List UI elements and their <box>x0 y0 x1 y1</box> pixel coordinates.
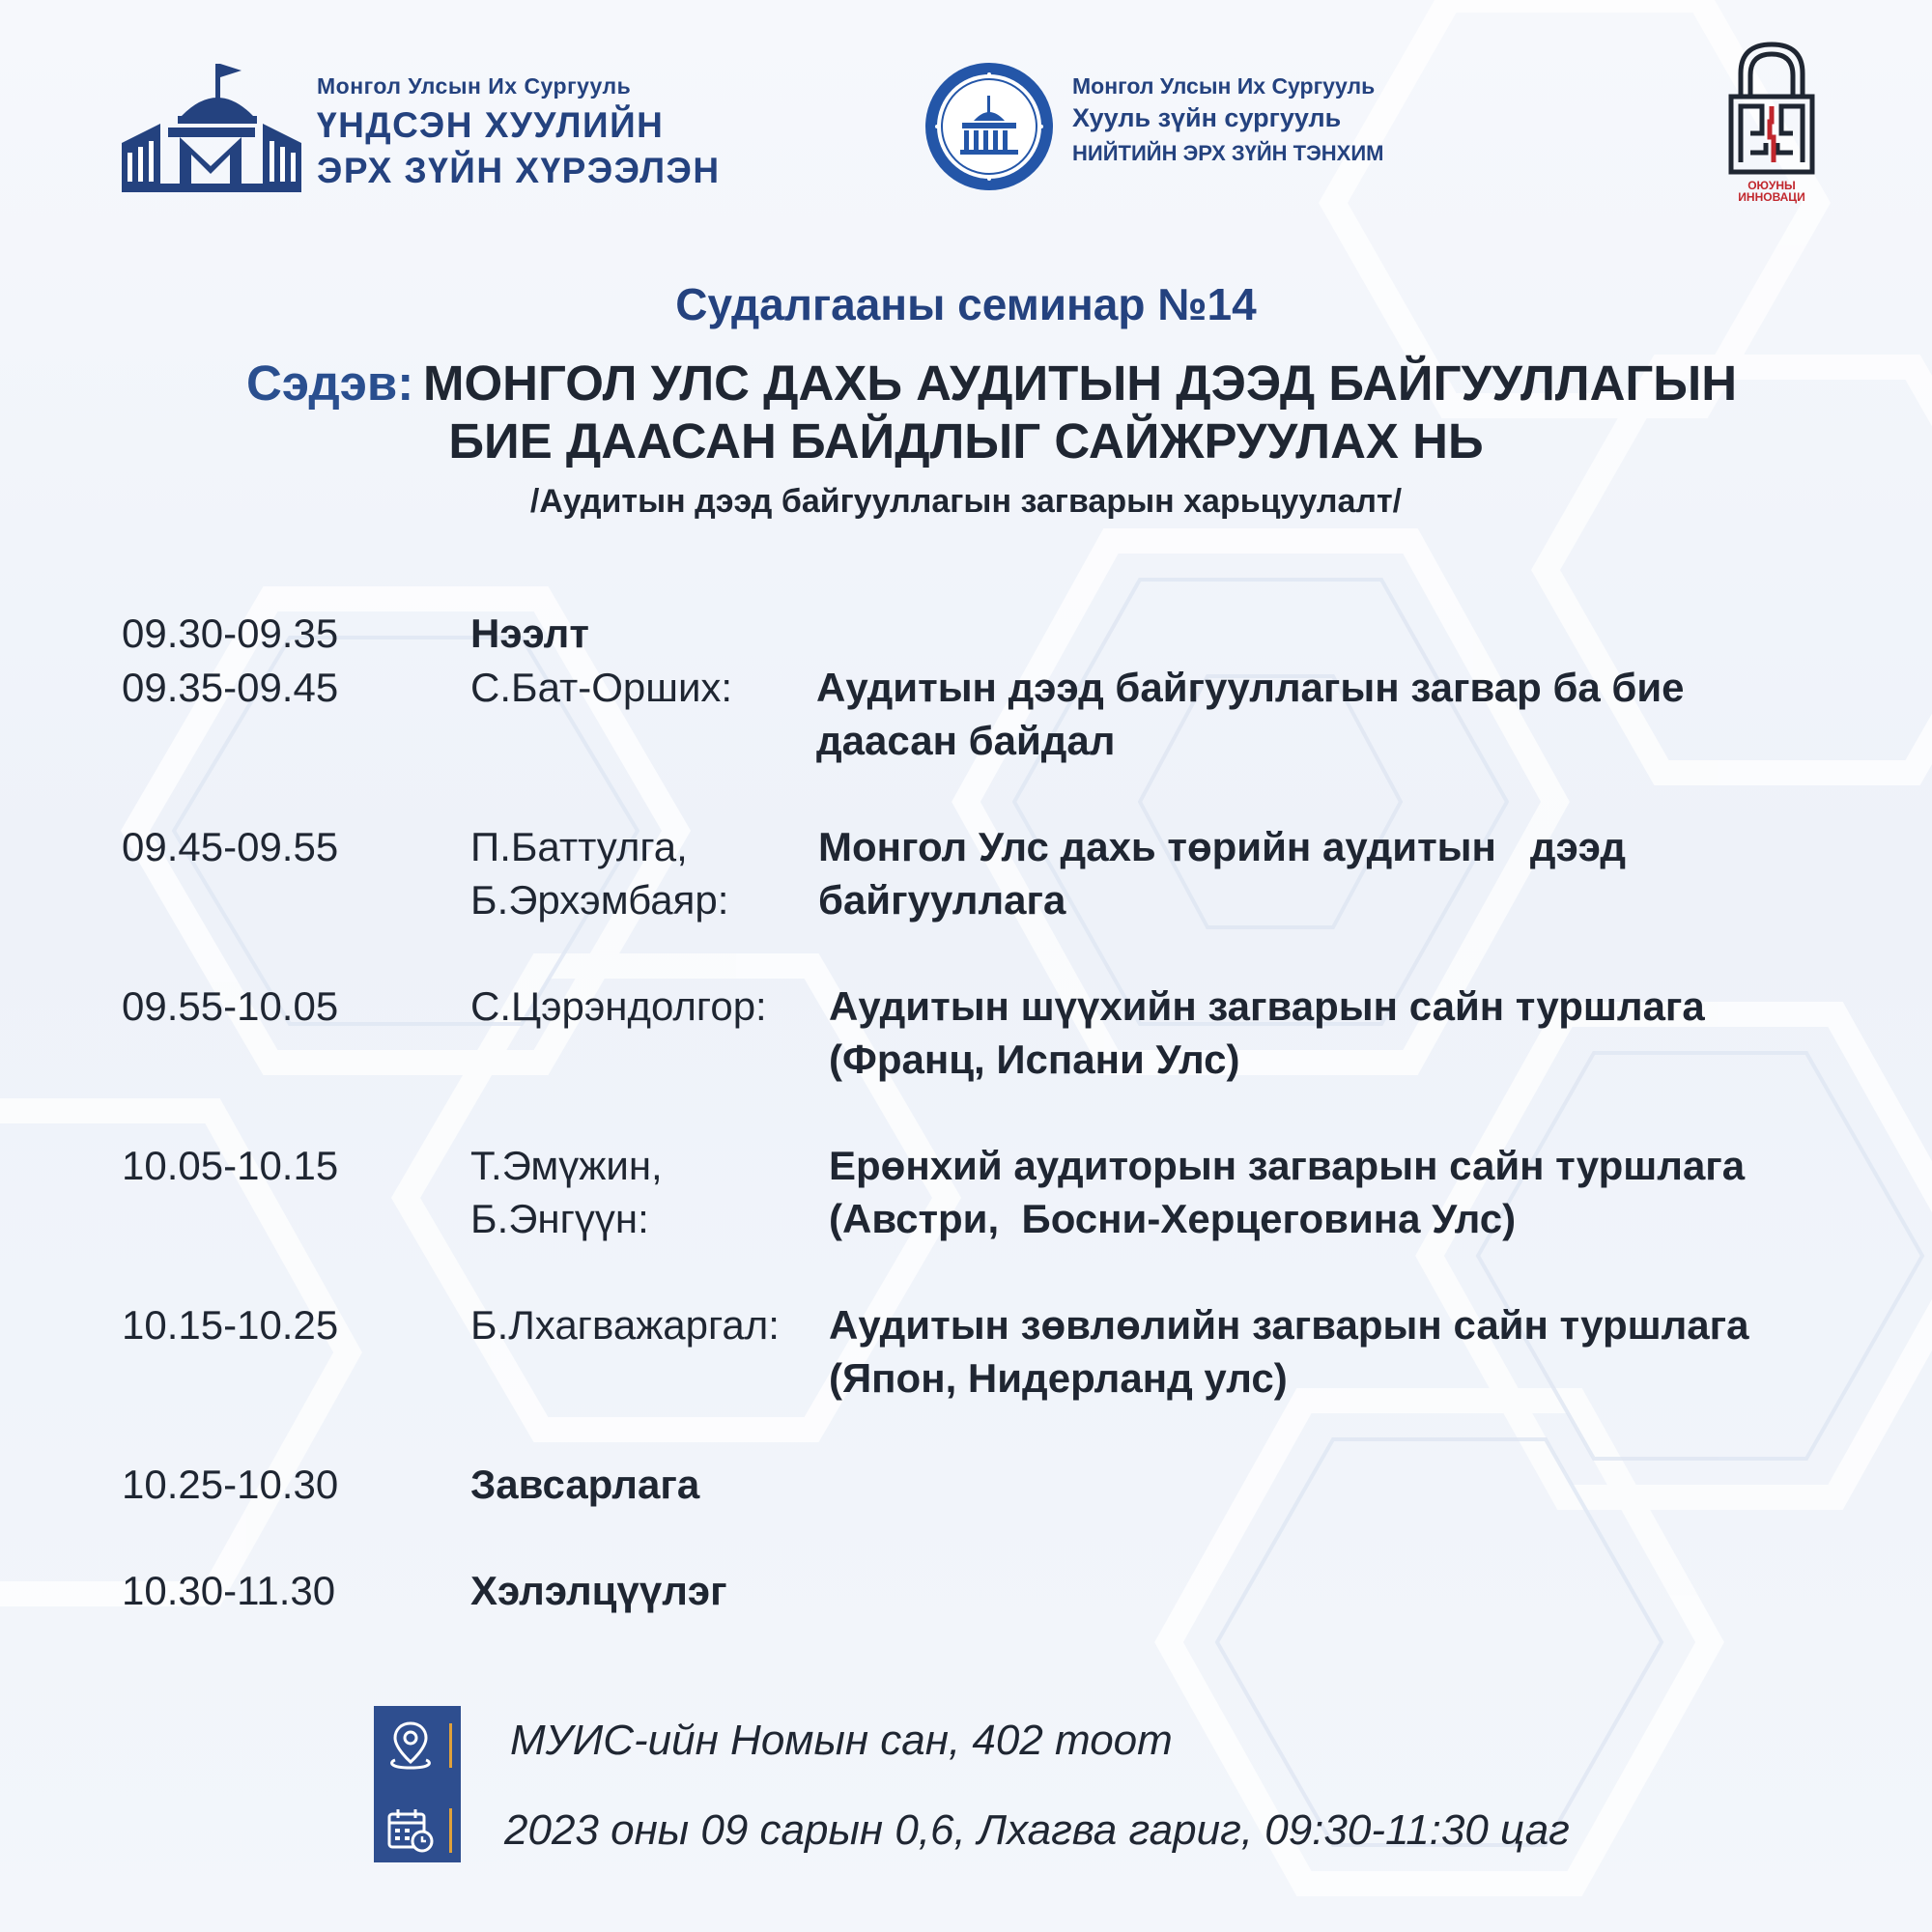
event-location: МУИС-ийн Номын сан, 402 тоот <box>510 1717 1173 1764</box>
logo1-university-name: Монгол Улсын Их Сургууль <box>317 73 632 99</box>
footer-divider <box>449 1723 452 1768</box>
schedule-title-line1: Монгол Улс дахь төрийн аудитын дээд <box>818 824 1627 869</box>
logo2-school-name: Хууль зүйн сургууль <box>1072 103 1342 132</box>
schedule-item: Завсарлага <box>470 1462 700 1507</box>
schedule-speaker: С.Бат-Орших: <box>470 665 733 710</box>
calendar-clock-icon <box>385 1806 436 1855</box>
schedule-item: Нээлт <box>470 611 589 656</box>
schedule-title-line2: байгууллага <box>818 877 1066 923</box>
schedule-title-line2: (Япон, Нидерланд улс) <box>829 1355 1288 1401</box>
schedule-title-line2: (Австри, Босни-Херцеговина Улс) <box>829 1196 1517 1241</box>
topic-subtitle: /Аудитын дээд байгууллагын загварын харьцуулалт/ <box>529 483 1403 520</box>
logo1-institute-name <box>317 102 721 193</box>
logo2-university-name: Монгол Улсын Их Сургууль <box>1072 73 1376 99</box>
schedule-time: 10.05-10.15 <box>122 1143 339 1188</box>
logo1-name-line2: ЭРХ ЗҮЙН ХҮРЭЭЛЭН <box>317 151 721 190</box>
logo2-department-name: НИЙТИЙН ЭРХ ЗҮЙН ТЭНХИМ <box>1072 141 1384 165</box>
topic-title-line1: МОНГОЛ УЛС ДАХЬ АУДИТЫН ДЭЭД БАЙГУУЛЛАГЫН <box>423 355 1738 411</box>
schedule-time: 09.35-09.45 <box>122 665 339 710</box>
schedule-time: 10.25-10.30 <box>122 1462 339 1507</box>
schedule-title-line1: Аудитын дээд байгууллагын загвар ба бие <box>816 665 1685 710</box>
schedule-title-line2: даасан байдал <box>816 718 1116 763</box>
schedule-speaker: Т.Эмүжин, <box>470 1143 663 1188</box>
schedule-speaker: Б.Лхагважаргал: <box>470 1302 780 1348</box>
schedule-time: 10.30-11.30 <box>122 1568 336 1613</box>
event-datetime: 2023 оны 09 сарын 0,6, Лхагва гариг, 09:30-11:30 цаг <box>504 1806 1570 1854</box>
footer-icon-bar <box>374 1706 461 1862</box>
footer-divider <box>449 1808 452 1853</box>
intellectual-innovation-lock-icon <box>1727 41 1816 176</box>
location-pin-icon <box>385 1719 436 1772</box>
schedule-speaker-2: Б.Эрхэмбаяр: <box>470 877 729 923</box>
schedule-title-line2: (Франц, Испани Улс) <box>829 1037 1240 1082</box>
schedule-speaker: С.Цэрэндолгор: <box>470 983 767 1029</box>
schedule-item: Хэлэлцүүлэг <box>470 1568 727 1613</box>
schedule-time: 09.45-09.55 <box>122 824 339 869</box>
law-school-seal-icon <box>923 61 1055 192</box>
schedule-title-line1: Ерөнхий аудиторын загварын сайн туршлага <box>829 1143 1746 1188</box>
topic-label: Сэдэв: <box>246 355 414 411</box>
schedule-speaker: П.Баттулга, <box>470 824 688 869</box>
schedule-title-line1: Аудитын зөвлөлийн загварын сайн туршлага <box>829 1302 1749 1348</box>
logo3-caption-line1: ОЮУНЫ <box>1747 179 1796 192</box>
logo3-caption-line2: ИННОВАЦИ <box>1738 190 1805 204</box>
logo3-caption <box>1727 180 1816 203</box>
schedule-time: 09.55-10.05 <box>122 983 339 1029</box>
seminar-title: Судалгааны семинар №14 <box>675 279 1257 329</box>
topic-title-line2: БИЕ ДААСАН БАЙДЛЫГ САЙЖРУУЛАХ НЬ <box>448 413 1484 469</box>
schedule-time: 10.15-10.25 <box>122 1302 339 1348</box>
schedule-time: 09.30-09.35 <box>122 611 339 656</box>
schedule-speaker-2: Б.Энгүүн: <box>470 1196 649 1241</box>
logo1-name-line1: ҮНДСЭН ХУУЛИЙН <box>317 105 665 145</box>
constitutional-law-institute-logo-icon <box>122 60 301 193</box>
schedule-title-line1: Аудитын шүүхийн загварын сайн туршлага <box>829 983 1705 1029</box>
